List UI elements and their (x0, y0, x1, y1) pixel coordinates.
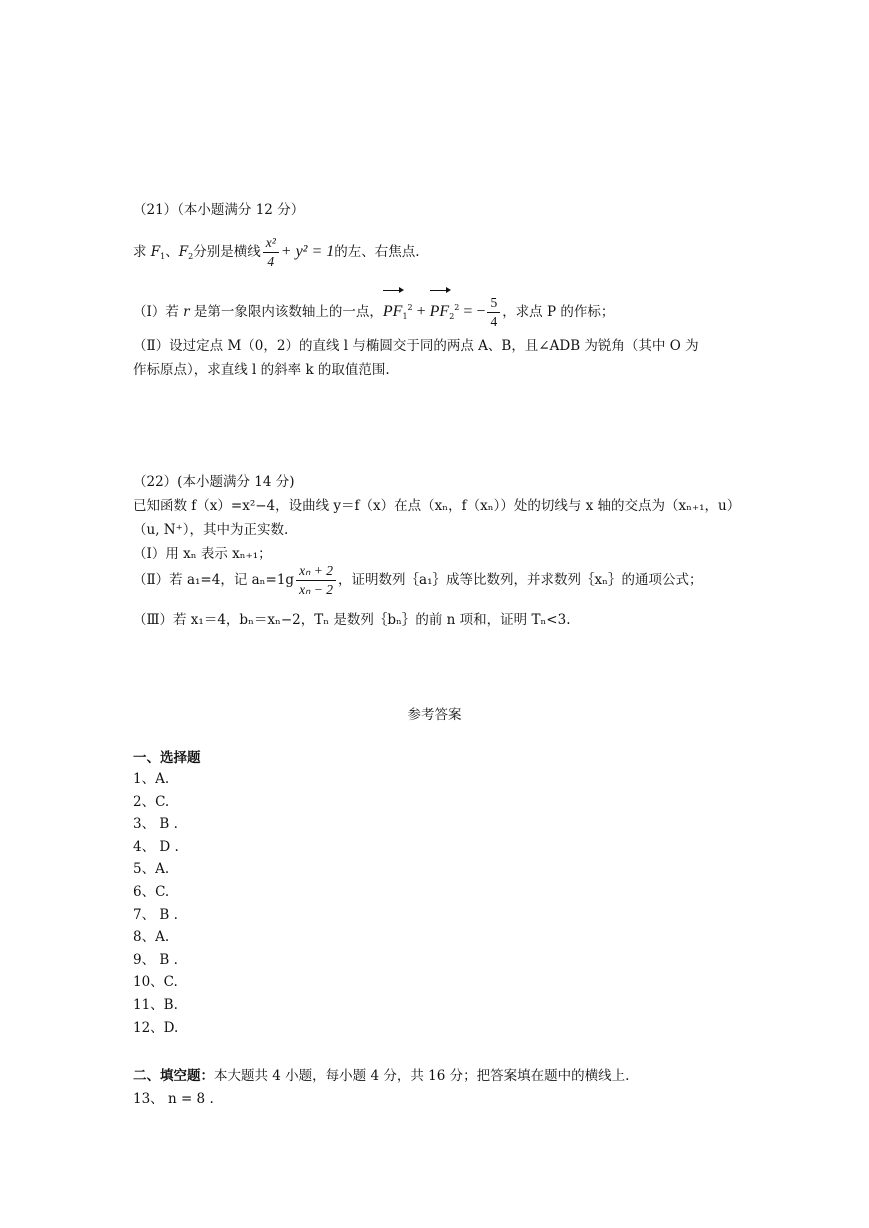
section2-row (133, 1064, 629, 1084)
f1-symbol: F (150, 244, 161, 260)
q21-sep: 、 (165, 244, 179, 260)
choice-answer-item: 8、A. (133, 929, 170, 946)
q21-part1-mid: 是第一象限内该数轴上的一点， (189, 304, 383, 320)
part1-denominator: 4 (490, 314, 498, 329)
section2-desc: 本大题共 4 小题，每小题 4 分，共 16 分；把答案填在题中的横线上. (214, 1068, 630, 1084)
q21-stem-pre: 求 (133, 244, 151, 260)
q22-part3: （Ⅲ）若 x₁＝4，bₙ＝xₙ−2，Tₙ 是数列｛bₙ｝的前 n 项和，证明 Tₙ<3. (133, 612, 571, 628)
q21-stem-post: 的左、右焦点. (334, 244, 420, 260)
part1-numerator: 5 (487, 294, 500, 313)
plus-sign: + (412, 303, 430, 320)
ellipse-fraction (263, 234, 279, 271)
choice-answer-item: 7、 B . (133, 906, 178, 923)
q22-line1: 已知函数 f（x）=x²−4，设曲线 y＝f（x）在点（xₙ，f（xₙ））处的切线与 x 轴的交点为（xₙ₊₁，u） (133, 498, 741, 514)
q21-part1: （Ⅰ）若 r 是第一象限内该数轴上的一点，$PF_1^2 + PF_2^2$ = − $\frac{5}{4}$ ，求点 P 的作标； (133, 288, 614, 337)
f1-subscript: 1 (160, 252, 166, 261)
q22-part2-pre: （Ⅱ）若 a₁=4，记 aₙ=1g (133, 572, 295, 588)
choice-answer-item: 11、B. (133, 997, 178, 1013)
choice-answer-item: 1、A. (133, 771, 170, 787)
part1-fraction (487, 294, 500, 331)
q21-stem (133, 232, 420, 277)
q22-header: （22）(本小题满分 14 分) (133, 474, 295, 490)
q22-line2: （u, N⁺），其中为正实数. (133, 522, 289, 538)
q22-part2-post: ，证明数列｛a₁｝成等比数列，并求数列｛xₙ｝的通项公式； (338, 572, 703, 588)
choice-answer-item: 5、A. (133, 861, 170, 878)
choice-answer-item: 3、 B . (133, 816, 178, 833)
log-numerator: xₙ + 2 (296, 562, 336, 581)
r-symbol: r (183, 304, 190, 320)
vector-pf1-subscript: 1 (402, 312, 408, 321)
choice-answer-item: 6、C. (133, 884, 170, 900)
choice-answer-item: 10、C. (133, 974, 178, 991)
vector-pf2-subscript: 2 (449, 312, 455, 321)
choice-answer-item: 9、 B . (133, 951, 178, 968)
choice-answer-item: 12、D. (133, 1019, 179, 1036)
q21-part1-post: ，求点 P 的作标； (502, 304, 615, 320)
ellipse-numerator: x² (263, 234, 279, 253)
q21-stem-mid: 分别是横线 (193, 244, 261, 260)
section1-title: 一、选择题 (133, 750, 201, 766)
f2-symbol: F (178, 244, 189, 260)
q22-part1: （Ⅰ）用 xₙ 表示 xₙ₊₁； (133, 546, 272, 562)
answer-13: 13、 n = 8 . (133, 1091, 214, 1107)
vector-pf2: PF (430, 292, 450, 332)
q21-part2-line2: 作标原点），求直线 l 的斜率 k 的取值范围. (133, 362, 390, 378)
log-fraction (296, 562, 336, 599)
ellipse-denominator: 4 (267, 254, 275, 269)
answers-title: 参考答案 (407, 707, 462, 723)
section2-title: 二、填空题： (133, 1068, 214, 1084)
q21-part2-line1: （Ⅱ）设过定点 M（0，2）的直线 l 与椭圆交于同的两点 A、B，且∠ADB 为锐角（其中 O 为 (133, 338, 699, 354)
equals-minus: = − (459, 303, 486, 320)
q21-header: （21）（本小题满分 12 分） (133, 202, 305, 218)
log-denominator: xₙ − 2 (299, 582, 334, 597)
f2-subscript: 2 (188, 252, 194, 261)
q22-part2 (133, 560, 702, 600)
choice-answer-item: 2、C. (133, 793, 170, 810)
q21-part1-pre: （Ⅰ）若 (133, 304, 184, 320)
ellipse-rest: + y² = 1 (280, 243, 335, 260)
vector-pf1: PF (383, 292, 403, 332)
choice-answer-item: 4、 D . (133, 838, 179, 855)
